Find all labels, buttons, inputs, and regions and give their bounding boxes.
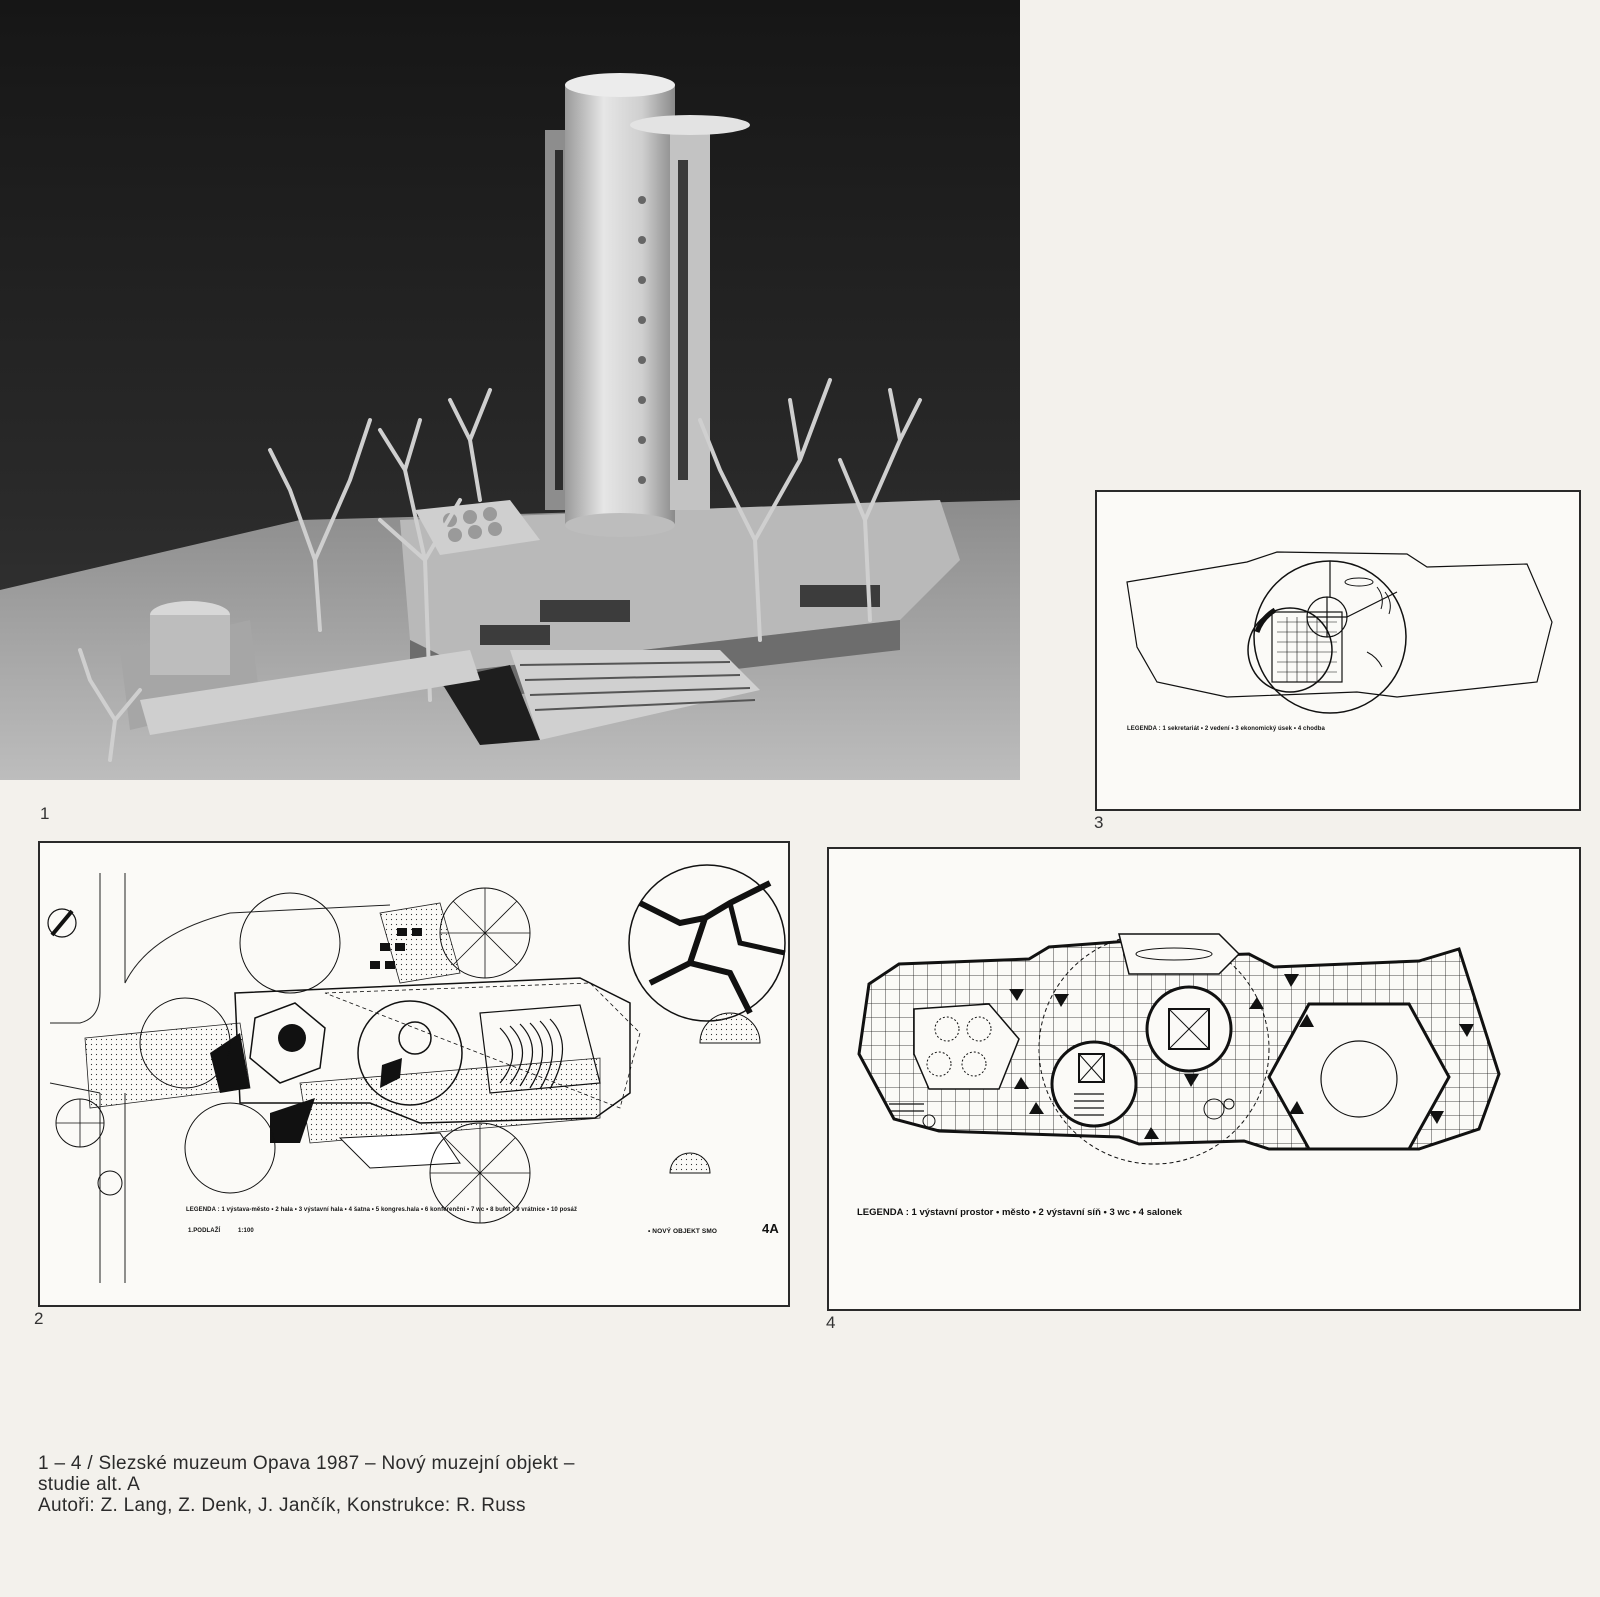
figure-number-3: 3 bbox=[1094, 813, 1104, 832]
page-caption bbox=[38, 1453, 798, 1516]
figure-2-legend: LEGENDA : 1 výstava-město • 2 hala • 3 výstavní hala • 4 šatna • 5 kongres.hala • 6 konferenční • 7 wc • 8 bufet • 9 vrátnice • 10 posáž bbox=[186, 1207, 578, 1213]
figure-number-4: 4 bbox=[826, 1313, 836, 1332]
site-plan-drawing bbox=[40, 843, 792, 1309]
figure-3-legend: LEGENDA : 1 sekretariát • 2 vedení • 3 ekonomický úsek • 4 chodba bbox=[1127, 726, 1325, 732]
upper-floor-plan-drawing bbox=[829, 849, 1583, 1313]
detail-inset bbox=[629, 865, 785, 1021]
figure-2-site-plan bbox=[38, 841, 790, 1307]
caption-line-2: studie alt. A bbox=[38, 1474, 141, 1495]
figure-number-2: 2 bbox=[34, 1309, 44, 1328]
figure-3-floor-plan bbox=[1095, 490, 1581, 811]
figure-2-scale: 1:100 bbox=[238, 1228, 254, 1234]
model-photograph bbox=[0, 0, 1020, 780]
figure-2-floor-label: 1.PODLAŽÍ bbox=[188, 1228, 221, 1234]
figure-number-1: 1 bbox=[40, 804, 50, 823]
caption-line-3: Autoři: Z. Lang, Z. Denk, J. Jančík, Konstrukce: R. Russ bbox=[38, 1495, 526, 1516]
figure-4-legend: LEGENDA : 1 výstavní prostor • město • 2 výstavní síň • 3 wc • 4 salonek bbox=[857, 1207, 1182, 1218]
figure-2-sheet-title: • NOVÝ OBJEKT SMO bbox=[648, 1228, 717, 1235]
figure-4-floor-plan bbox=[827, 847, 1581, 1311]
tower-floor-plan-drawing bbox=[1097, 492, 1583, 813]
north-arrow-icon bbox=[48, 909, 76, 937]
figure-2-sheet-number: 4A bbox=[762, 1221, 779, 1236]
caption-line-1: 1 – 4 / Slezské muzeum Opava 1987 – Nový muzejní objekt – bbox=[38, 1453, 575, 1474]
